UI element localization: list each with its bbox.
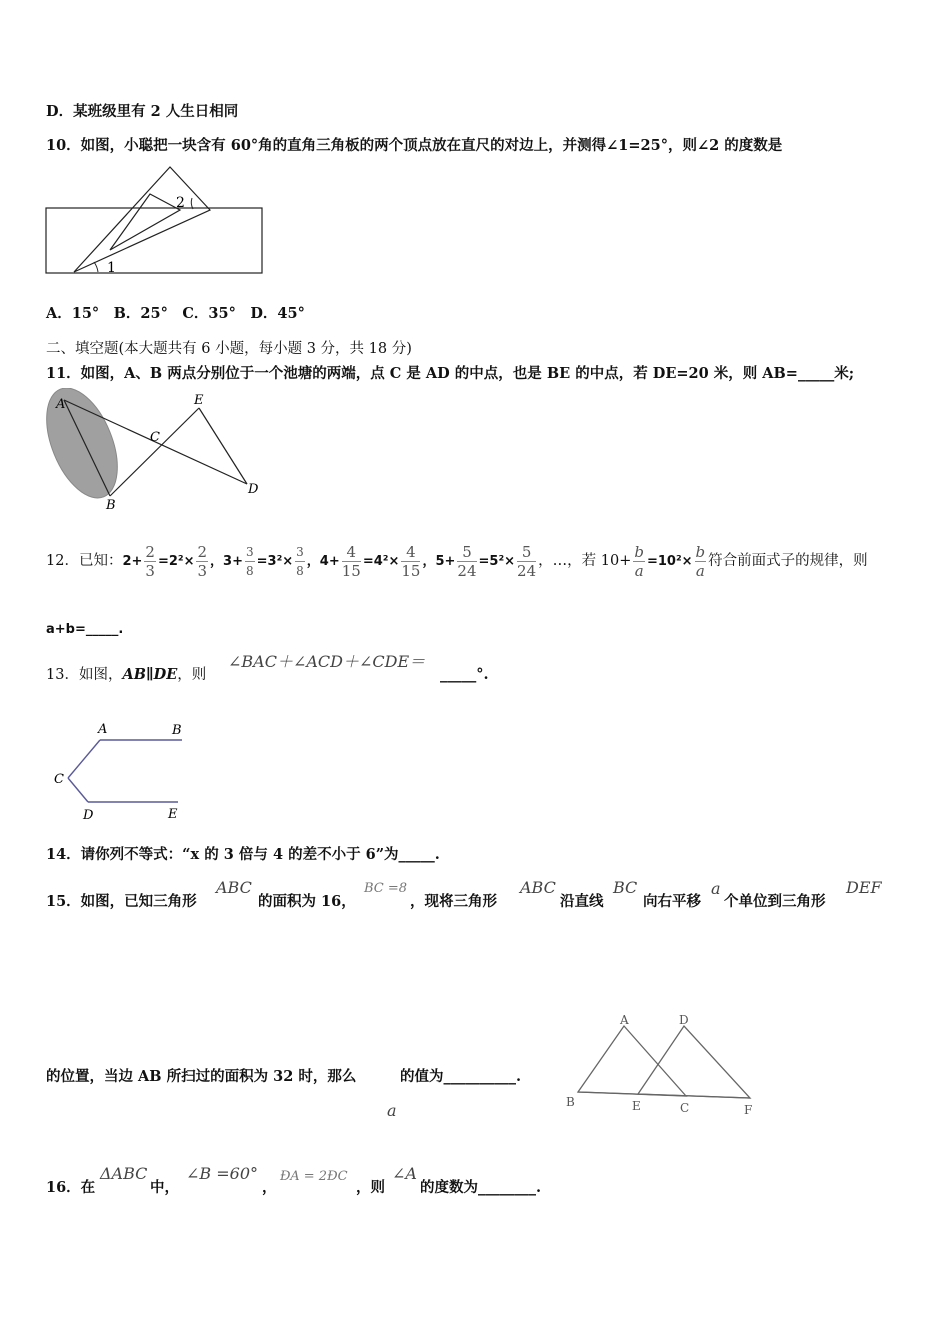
q12-term3b: =4²× (362, 554, 400, 569)
q15-line2: 的位置，当边 AB 所扫过的面积为 32 时，那么 (46, 1068, 357, 1085)
q16-m1: ΔABC (100, 1164, 148, 1183)
q15-m1: ABC (216, 878, 252, 897)
q14-text: 14．请你列不等式：“x 的 3 倍与 4 的差不小于 6”为_____. (46, 846, 440, 863)
ruler-rect (46, 208, 262, 273)
triangle-def (638, 1026, 750, 1098)
q12-suffix: 符合前面式子的规律，则 (708, 553, 868, 569)
angle-2-arc (191, 198, 193, 209)
point-d-label: D (248, 482, 259, 497)
frac1-num: 2 (145, 542, 155, 561)
angle-1-label: 1 (107, 260, 116, 276)
frac1-den: 3 (145, 561, 155, 580)
q12-term5b: =10²× (646, 554, 693, 569)
q15-m2: BC =8 (364, 881, 408, 896)
q13-condition: AB∥DE (122, 666, 178, 683)
segment-be (110, 408, 199, 496)
point-c-label: C (150, 430, 160, 445)
q12-frac3 (342, 543, 361, 580)
q15-line2b: 的值为__________. (400, 1068, 522, 1085)
q16-m4: ∠A (392, 1164, 417, 1183)
q16-p5: 的度数为________. (420, 1179, 542, 1196)
q15-p3: ，现将三角形 (410, 893, 497, 910)
segment-cd (68, 778, 88, 802)
frac4b-den: 24 (517, 561, 537, 580)
q12-term2b: =3²× (256, 554, 294, 569)
frac3b-den: 15 (401, 561, 421, 580)
q13-prefix: 13．如图， (46, 667, 123, 683)
q10-text: 10．如图，小聪把一块含有 60°角的直角三角板的两个顶点放在直尺的对边上，并测得∠1=25°，则∠2 的度数是 (46, 137, 783, 154)
q10-figure (40, 162, 270, 280)
frac2b-den: 8 (296, 563, 304, 578)
q15-m4: BC (613, 878, 638, 897)
segment-ac (68, 740, 100, 778)
q12-frac4b (517, 543, 536, 580)
frac4-num: 5 (457, 543, 476, 562)
q13-figure (50, 718, 190, 824)
q12-prefix: 12．已知： (46, 553, 123, 569)
angle-2-label: 2 (176, 195, 185, 211)
q16-p3: ， (262, 1179, 277, 1196)
fracb-num: b (634, 542, 644, 561)
point-e-label: E (194, 393, 204, 408)
point-d-label: D (83, 808, 94, 823)
point-c-label: C (54, 772, 64, 787)
q12-frac4 (457, 543, 476, 580)
frac1b-num: 2 (197, 542, 208, 561)
q15-m6: DEF (846, 878, 882, 897)
q12-frac1b (196, 543, 208, 580)
point-a-label: A (56, 397, 66, 412)
point-b-label: B (566, 1095, 575, 1109)
q13-line (46, 665, 206, 685)
q13-expression: ∠BAC＋∠ACD＋∠CDE＝ (228, 652, 426, 671)
q12-frac-ba (633, 543, 645, 580)
q15-m3: ABC (520, 878, 556, 897)
frac3b-num: 4 (401, 543, 420, 562)
frac4-den: 24 (457, 561, 477, 580)
set-square-outer (74, 167, 210, 272)
q12-frac2b (295, 543, 305, 580)
q11-figure (42, 388, 272, 514)
frac2-den: 8 (245, 563, 254, 578)
frac2-num: 3 (245, 543, 255, 562)
frac3-den: 15 (341, 561, 361, 580)
q13-blank: _____°. (440, 666, 489, 683)
q15-figure (560, 1008, 770, 1120)
q16-m3: ÐA = 2ÐC (280, 1169, 348, 1184)
q15-m5: a (711, 879, 721, 898)
q15-p4: 沿直线 (560, 893, 604, 910)
q9-option-d: D．某班级里有 2 人生日相同 (46, 103, 239, 120)
q12-frac2 (245, 543, 255, 580)
q12-term1b: =2²× (157, 554, 195, 569)
q16-p2: 中， (150, 1179, 179, 1196)
q16-m2: ∠B =60° (186, 1164, 259, 1183)
point-b-label: B (172, 723, 182, 738)
q12-line2: a+b=_____. (46, 622, 124, 637)
frac2b-num: 3 (295, 543, 305, 562)
q12-frac-ba2 (695, 543, 707, 580)
triangle-abc (578, 1026, 686, 1096)
q15-p1: 15．如图，已知三角形 (46, 893, 197, 910)
point-a-label: A (620, 1013, 629, 1027)
point-e-label: E (632, 1099, 641, 1113)
fracb2-num: b (695, 542, 706, 561)
frac3-num: 4 (342, 543, 361, 562)
q15-m7: a (387, 1101, 397, 1120)
q15-p2: 的面积为 16， (258, 893, 356, 910)
q12-frac1 (144, 543, 156, 580)
point-a-label: A (98, 722, 108, 737)
point-c-label: C (680, 1101, 690, 1115)
q12-term1a: 2+ (122, 554, 143, 569)
fracb2-den: a (695, 561, 705, 580)
q16-p1: 16．在 (46, 1179, 96, 1196)
q12-term4b: =5²× (478, 554, 516, 569)
angle-1-arc (94, 262, 98, 272)
q12-term3a: ，4+ (306, 554, 340, 569)
point-d-label: D (679, 1013, 689, 1027)
section-heading: 二、填空题(本大题共有 6 小题，每小题 3 分，共 18 分) (46, 341, 412, 357)
point-e-label: E (168, 807, 178, 822)
frac1b-den: 3 (197, 561, 208, 580)
q12-line (46, 540, 868, 583)
q16-p4: ，则 (356, 1179, 385, 1196)
q12-term4a: ，5+ (422, 554, 456, 569)
frac4b-num: 5 (517, 543, 536, 562)
q13-mid: ，则 (177, 667, 207, 683)
q15-p6: 个单位到三角形 (724, 893, 826, 910)
q12-term5a: ，…，若 10+ (538, 553, 632, 569)
point-f-label: F (744, 1103, 753, 1117)
point-b-label: B (106, 498, 116, 513)
fracb-den: a (634, 561, 644, 580)
q12-frac3b (401, 543, 420, 580)
q15-p5: 向右平移 (643, 893, 701, 910)
q10-options: A．15° B．25° C．35° D．45° (46, 305, 305, 322)
q12-term2a: ，3+ (210, 554, 243, 569)
q11-text: 11．如图，A、B 两点分别位于一个池塘的两端，点 C 是 AD 的中点，也是 BE 的中点，若 DE=20 米，则 AB=_____米; (46, 365, 855, 382)
